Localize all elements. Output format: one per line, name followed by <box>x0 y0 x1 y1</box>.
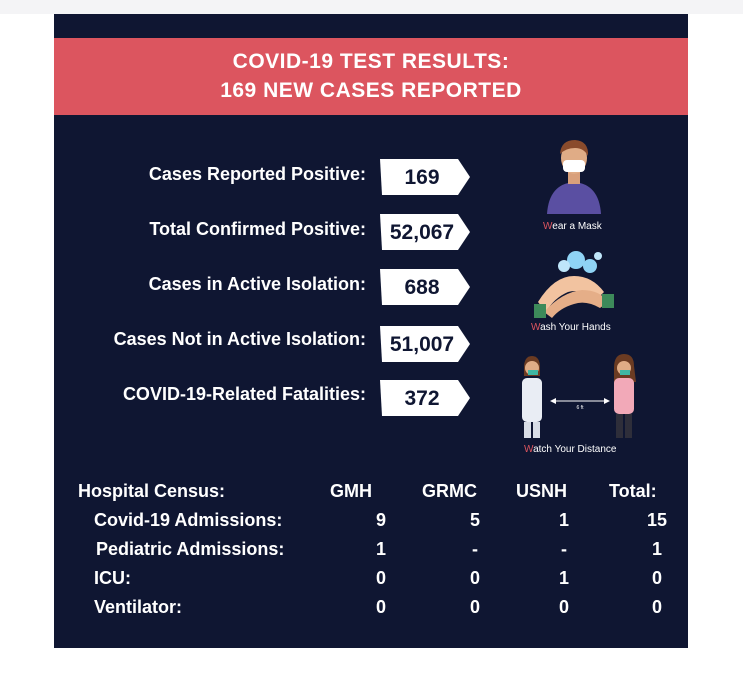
stat-value-total-confirmed: 52,067 <box>389 221 455 244</box>
stat-label-fatalities: COVID-19-Related Fatalities: <box>122 384 366 404</box>
census-cell: 0 <box>651 568 662 588</box>
tip-caption-mask: Wear a Mask <box>543 221 602 232</box>
banner-title-line1: COVID-19 TEST RESULTS: <box>232 50 510 73</box>
stat-value-active-isolation: 688 <box>404 276 440 299</box>
top-strip <box>0 0 743 14</box>
header-banner <box>54 38 688 115</box>
census-row-label: ICU: <box>94 568 131 588</box>
census-title: Hospital Census: <box>78 481 226 501</box>
census-cell: 1 <box>558 568 569 588</box>
census-cell: 9 <box>375 510 386 530</box>
census-cell: 0 <box>469 597 480 617</box>
census-row-label: Ventilator: <box>94 597 183 617</box>
census-cell: 1 <box>558 510 569 530</box>
census-row-label: Pediatric Admissions: <box>96 539 285 559</box>
census-column-total: Total: <box>609 481 657 501</box>
census-cell: 15 <box>646 510 668 530</box>
census-column-usnh: USNH <box>516 481 568 501</box>
stat-value-tag <box>376 212 472 252</box>
stat-label-active-isolation: Cases in Active Isolation: <box>148 274 366 294</box>
stat-value-tag <box>376 157 472 197</box>
tip-caption-hands: Wash Your Hands <box>531 322 611 333</box>
census-column-grmc: GRMC <box>422 481 477 501</box>
social-distance-icon <box>516 348 646 440</box>
census-column-gmh: GMH <box>330 481 372 501</box>
census-cell: - <box>561 539 567 559</box>
stat-value-tag <box>376 378 472 418</box>
stat-label-total-confirmed: Total Confirmed Positive: <box>149 219 366 239</box>
census-cell: 0 <box>375 568 386 588</box>
stat-value-tag <box>376 267 472 307</box>
stat-value-fatalities: 372 <box>404 387 440 410</box>
census-cell: 1 <box>651 539 662 559</box>
infographic-card <box>54 14 688 648</box>
stat-value-not-active-isolation: 51,007 <box>389 333 455 356</box>
census-cell: 1 <box>375 539 386 559</box>
tip-caption-distance: Watch Your Distance <box>524 444 617 455</box>
census-row-label: Covid-19 Admissions: <box>94 510 283 530</box>
census-cell: 0 <box>558 597 569 617</box>
census-cell: 0 <box>469 568 480 588</box>
distance-marker: 6 ft <box>576 405 584 411</box>
mask-person-icon <box>539 136 609 216</box>
stat-value-tag <box>376 324 472 364</box>
banner-title-line2: 169 NEW CASES REPORTED <box>220 79 522 102</box>
hand-washing-icon <box>534 246 614 321</box>
stat-label-reported-positive: Cases Reported Positive: <box>148 164 366 184</box>
census-cell: 0 <box>651 597 662 617</box>
census-cell: 5 <box>469 510 480 530</box>
census-cell: 0 <box>375 597 386 617</box>
stat-label-not-active-isolation: Cases Not in Active Isolation: <box>113 329 366 349</box>
census-cell: - <box>472 539 478 559</box>
stat-value-reported-positive: 169 <box>404 166 440 189</box>
